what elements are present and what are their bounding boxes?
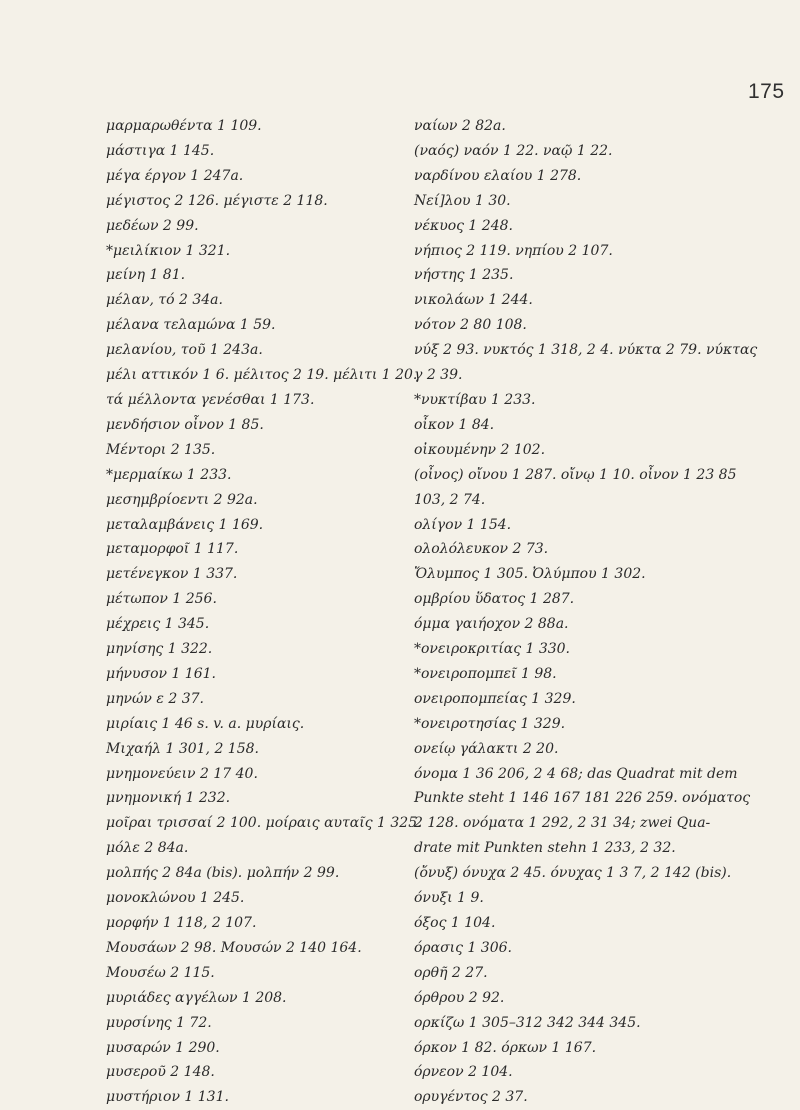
index-entry: Μουσέω 2 115. <box>106 964 215 981</box>
index-entry: νέκυος 1 248. <box>414 217 513 234</box>
index-entry: μέγιστος 2 126. μέγιστε 2 118. <box>106 192 328 209</box>
index-entry: μυσεροῦ 2 148. <box>106 1064 215 1081</box>
index-entry: Ὄλυμπος 1 305. Ὀλύμπου 1 302. <box>414 566 646 583</box>
index-entry: μεσημβρίοεντι 2 92a. <box>106 491 258 508</box>
page-number: 175 <box>748 80 785 103</box>
index-entry: *ονειροτησίας 1 329. <box>414 715 566 732</box>
index-entry: ολίγον 1 154. <box>414 516 512 533</box>
index-entry: μάστιγα 1 145. <box>106 142 215 159</box>
index-entry: *νυκτίβαυ 1 233. <box>414 391 536 408</box>
index-entry: μέλανα τελαμώνα 1 59. <box>106 317 276 334</box>
index-entry: μνημονεύειν 2 17 40. <box>106 765 258 782</box>
index-entry: μέγα έργον 1 247a. <box>106 167 244 184</box>
index-entry: μόλε 2 84a. <box>106 840 189 857</box>
index-entry: μήνυσον 1 161. <box>106 665 216 682</box>
index-column-left <box>106 114 456 1110</box>
index-entry: *μειλίκιον 1 321. <box>106 242 231 259</box>
index-entry: οἶκον 1 84. <box>414 416 495 433</box>
index-entry: (οἶνος) οἴνου 1 287. οἴνῳ 1 10. οἶνον 1 23 85 <box>414 466 737 483</box>
index-entry: μέλαν, τό 2 34a. <box>106 292 223 309</box>
index-entry: μνημονική 1 232. <box>106 790 231 807</box>
index-entry: μελανίου, τοῦ 1 243a. <box>106 342 263 359</box>
index-entry: Νεί]λου 1 30. <box>414 192 511 209</box>
index-entry: όνομα 1 36 206, 2 4 68; das Quadrat mit dem <box>414 765 738 782</box>
index-entry: ομβρίου ὕδατος 1 287. <box>414 591 575 608</box>
index-entry: ολολόλευκον 2 73. <box>414 541 549 558</box>
index-entry: όμμα γαιήοχον 2 88a. <box>414 616 569 633</box>
index-entry: 103, 2 74. <box>414 491 486 508</box>
index-entry: όνυξι 1 9. <box>414 890 484 907</box>
index-entry: Μέντορι 2 135. <box>106 441 216 458</box>
index-entry: Μουσάων 2 98. Μουσών 2 140 164. <box>106 939 362 956</box>
index-entry: 2 128. ονόματα 1 292, 2 31 34; zwei Qua- <box>414 815 711 832</box>
index-entry: μορφήν 1 118, 2 107. <box>106 915 257 931</box>
index-entry: όρνεον 2 104. <box>414 1064 513 1081</box>
index-entry: νύξ 2 93. νυκτός 1 318, 2 4. νύκτα 2 79. νύκτας <box>414 342 758 359</box>
index-entry: μέλι αττικόν 1 6. μέλιτος 2 19. μέλιτι 1 20. <box>106 367 418 384</box>
index-entry: ονείῳ γάλακτι 2 20. <box>414 740 559 757</box>
index-entry: μηνίσης 1 322. <box>106 641 213 658</box>
index-entry: ναίων 2 82a. <box>414 118 506 134</box>
index-entry: μυστήριον 1 131. <box>106 1089 229 1106</box>
index-entry: ναρδίνου ελαίου 1 278. <box>414 167 582 184</box>
index-entry: νικολάων 1 244. <box>414 292 533 309</box>
index-entry: μενδήσιον οἶνον 1 85. <box>106 416 264 433</box>
index-entry: μέτωπον 1 256. <box>106 591 217 608</box>
index-entry: ορκίζω 1 305–312 342 344 345. <box>414 1014 641 1031</box>
index-entry: Punkte steht 1 146 167 181 226 259. ονόματος <box>414 790 751 807</box>
index-entry: οἰκουμένην 2 102. <box>414 441 546 458</box>
index-entry: ονειροπομπείας 1 329. <box>414 690 576 707</box>
index-entry: μονοκλώνου 1 245. <box>106 890 245 907</box>
index-entry: όρθρου 2 92. <box>414 989 505 1006</box>
index-entry: γ 2 39. <box>414 367 463 384</box>
index-entry: μιρίαις 1 46 s. v. a. μυρίαις. <box>106 715 305 732</box>
index-entry: *ονειροκριτίας 1 330. <box>414 641 571 658</box>
index-entry: drate mit Punkten stehn 1 233, 2 32. <box>414 840 676 857</box>
index-entry: όξος 1 104. <box>414 915 496 931</box>
index-entry: ορθῆ 2 27. <box>414 964 488 981</box>
index-entry: μεταλαμβάνεις 1 169. <box>106 516 264 533</box>
index-entry: ορυγέντος 2 37. <box>414 1089 528 1106</box>
index-entry: *ονειροπομπεῖ 1 98. <box>414 665 557 682</box>
index-entry: όρασις 1 306. <box>414 939 512 956</box>
index-entry: μοῖραι τρισσαί 2 100. μοίραις αυταῖς 1 325. <box>106 815 422 832</box>
index-entry: μείνη 1 81. <box>106 267 186 284</box>
index-entry: Μιχαήλ 1 301, 2 158. <box>106 740 259 757</box>
index-column-right <box>414 114 786 1110</box>
index-entry: μυρσίνης 1 72. <box>106 1014 212 1031</box>
index-entry: μηνών ε 2 37. <box>106 690 204 707</box>
index-entry: μυσαρών 1 290. <box>106 1039 220 1056</box>
index-entry: μέχρεις 1 345. <box>106 616 210 633</box>
index-entry: μολπής 2 84a (bis). μολπήν 2 99. <box>106 865 340 882</box>
index-entry: (ὄνυξ) όνυχα 2 45. όνυχας 1 3 7, 2 142 (bis). <box>414 865 732 882</box>
index-entry: τά μέλλοντα γενέσθαι 1 173. <box>106 391 315 408</box>
index-entry: νότον 2 80 108. <box>414 317 527 334</box>
index-entry: (ναός) ναόν 1 22. ναῷ 1 22. <box>414 142 613 159</box>
index-entry: μεδέων 2 99. <box>106 217 199 234</box>
index-entry: μεταμορφοῖ 1 117. <box>106 541 239 558</box>
index-entry: *μερμαίκω 1 233. <box>106 466 232 483</box>
index-entry: μαρμαρωθέντα 1 109. <box>106 118 262 134</box>
index-entry: νήστης 1 235. <box>414 267 514 284</box>
index-entry: μυριάδες αγγέλων 1 208. <box>106 989 287 1006</box>
index-entry: όρκον 1 82. όρκων 1 167. <box>414 1039 597 1056</box>
index-entry: νήπιος 2 119. νηπίου 2 107. <box>414 242 613 259</box>
index-entry: μετένεγκον 1 337. <box>106 566 238 583</box>
